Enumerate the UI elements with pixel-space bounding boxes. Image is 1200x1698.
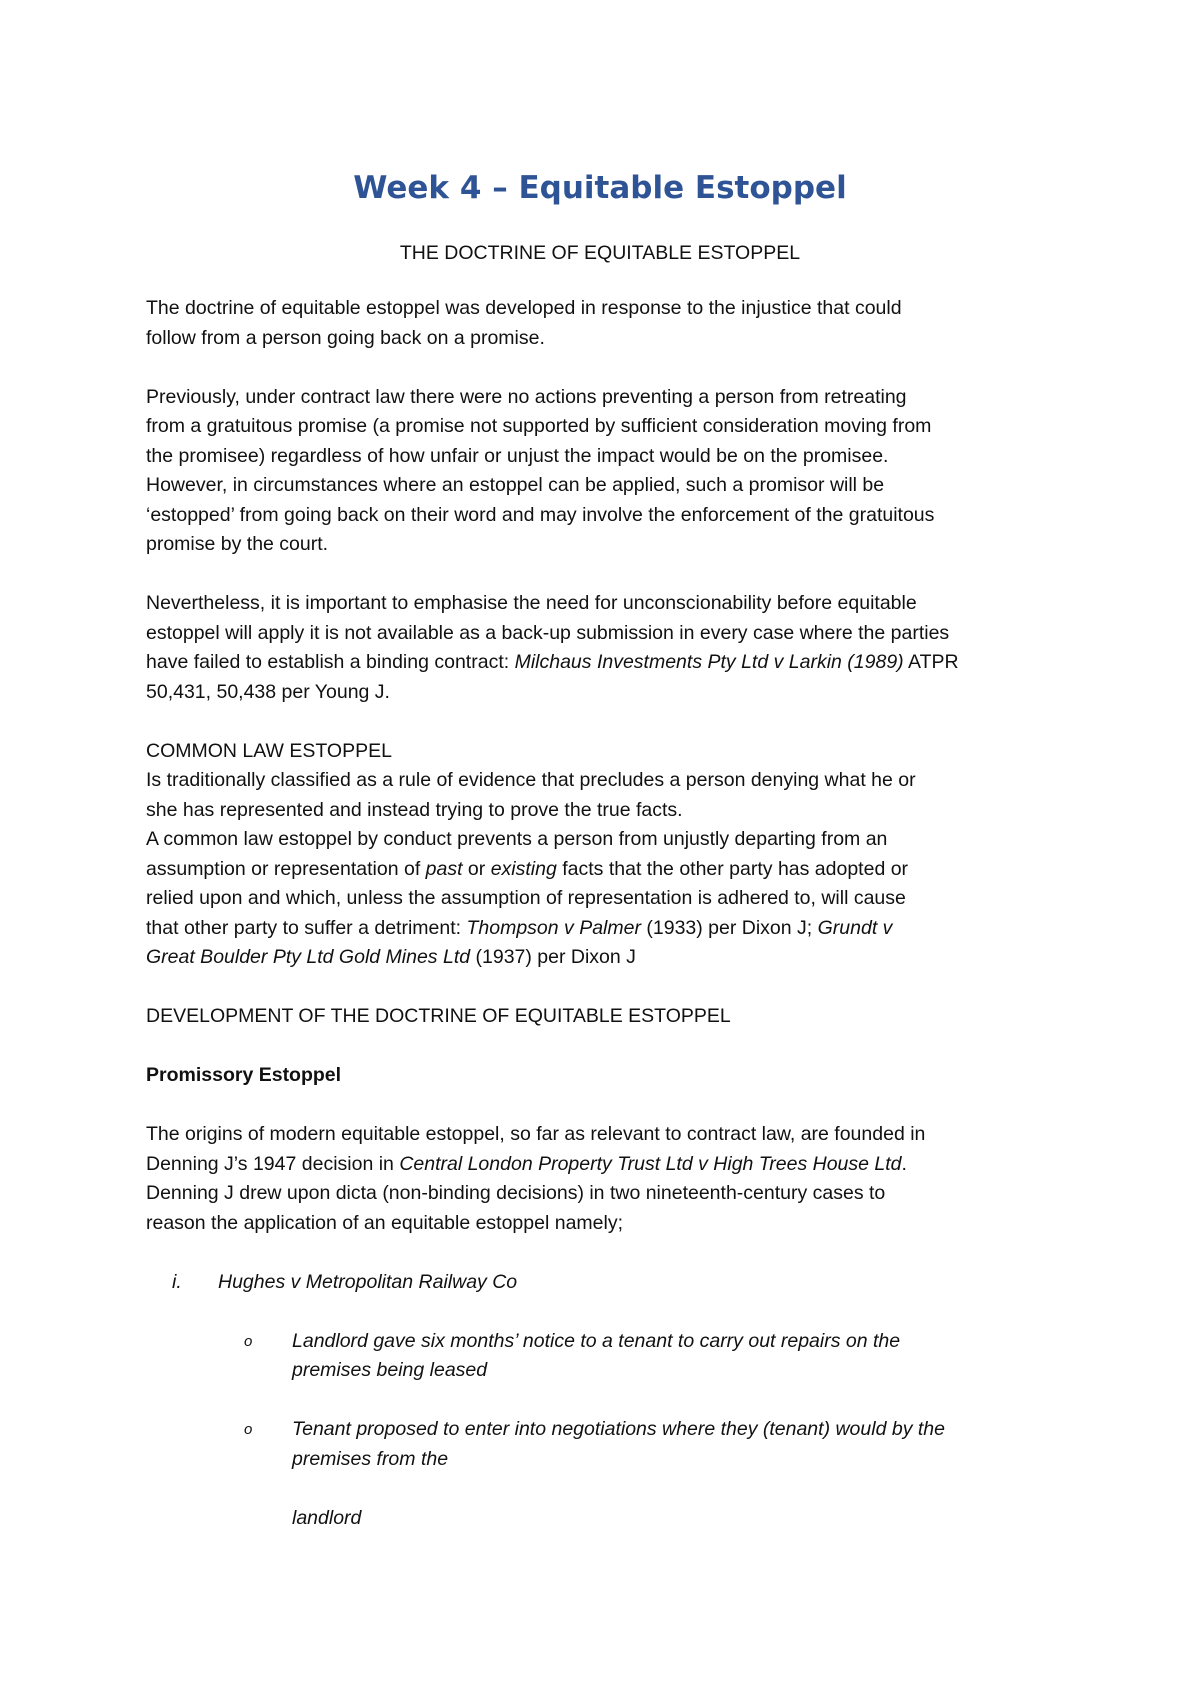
paragraph-line: 50,431, 50,438 per Young J.: [146, 680, 390, 703]
paragraph-line: estoppel will apply it is not available as a back-up submission in every case where the parties: [146, 621, 950, 644]
section-heading-common-law: COMMON LAW ESTOPPEL: [146, 739, 392, 762]
emphasis: existing: [490, 857, 557, 880]
text-run: ATPR: [903, 651, 959, 673]
bullet-continuation: premises being leased: [292, 1359, 488, 1381]
paragraph-line: Is traditionally classified as a rule of evidence that precludes a person denying what he or: [146, 769, 916, 791]
subheading-promissory-estoppel: [146, 1061, 1086, 1091]
case-citation: Great Boulder Pty Ltd Gold Mines Ltd: [146, 946, 471, 968]
paragraph-line: [146, 855, 1086, 885]
document-body: [146, 294, 1086, 1533]
paragraph-line: [146, 943, 1086, 973]
paragraph-line: The origins of modern equitable estoppel, so far as relevant to contract law, are founded in: [146, 1123, 926, 1145]
sub-bullet: [146, 1327, 1086, 1357]
paragraph-line: Previously, under contract law there were no actions preventing a person from retreating: [146, 385, 907, 408]
bullet-continuation: landlord: [292, 1506, 362, 1529]
paragraph-line: promise by the court.: [146, 533, 329, 555]
bullet-text: Landlord gave six months’ notice to a tenant to carry out repairs on the: [292, 1329, 901, 1352]
paragraph-line: [146, 648, 1086, 678]
list-numeral: i.: [172, 1270, 182, 1293]
text-run: that other party to suffer a detriment:: [146, 916, 467, 939]
case-citation: Grundt v: [817, 916, 893, 939]
circle-bullet-icon: o: [244, 1332, 253, 1350]
text-run: assumption or representation of: [146, 857, 426, 880]
list-item-text: Hughes v Metropolitan Railway Co: [218, 1270, 518, 1293]
paragraph-line: Nevertheless, it is important to emphasise the need for unconscionability before equitable: [146, 592, 917, 614]
paragraph-line: [146, 1150, 1086, 1180]
text-run: (1937) per Dixon J: [470, 946, 636, 968]
paragraph-line: reason the application of an equitable estoppel namely;: [146, 1211, 623, 1234]
paragraph-line: Denning J drew upon dicta (non-binding decisions) in two nineteenth-century cases to: [146, 1182, 886, 1204]
paragraph-line: she has represented and instead trying to prove the true facts.: [146, 798, 683, 821]
paragraph-line: follow from a person going back on a promise.: [146, 326, 545, 349]
paragraph-line: the promisee) regardless of how unfair or unjust the impact would be on the promisee.: [146, 444, 889, 467]
text-run: have failed to establish a binding contract:: [146, 651, 515, 673]
bullet-text: Tenant proposed to enter into negotiations where they (tenant) would by the: [292, 1418, 945, 1440]
circle-bullet-icon: o: [244, 1421, 253, 1438]
bold-text: Promissory Estoppel: [146, 1064, 342, 1086]
paragraph-line: The doctrine of equitable estoppel was developed in response to the injustice that could: [146, 297, 902, 319]
text-run: or: [462, 857, 491, 880]
bullet-continuation: premises from the: [292, 1447, 449, 1470]
sub-bullet: [146, 1415, 1086, 1445]
case-citation: Central London Property Trust Ltd v High Trees House Ltd: [399, 1152, 902, 1175]
text-run: Denning J’s 1947 decision in: [146, 1152, 400, 1175]
document-title: Week 4 – Equitable Estoppel: [353, 170, 847, 206]
section-heading-doctrine: THE DOCTRINE OF EQUITABLE ESTOPPEL: [399, 242, 801, 264]
section-heading-development: DEVELOPMENT OF THE DOCTRINE OF EQUITABLE ESTOPPEL: [146, 1005, 731, 1027]
paragraph-line: from a gratuitous promise (a promise not supported by sufficient consideration moving from: [146, 415, 932, 437]
paragraph-line: ‘estopped’ from going back on their word and may involve the enforcement of the gratuitous: [146, 503, 935, 526]
paragraph-line: [146, 914, 1086, 944]
case-citation: Milchaus Investments Pty Ltd v Larkin (1989): [514, 651, 904, 673]
case-citation: Thompson v Palmer: [466, 916, 641, 939]
list-item: [146, 1268, 1086, 1298]
text-run: .: [901, 1152, 907, 1175]
paragraph-line: However, in circumstances where an estoppel can be applied, such a promisor will be: [146, 474, 885, 496]
text-run: (1933) per Dixon J;: [640, 916, 818, 939]
paragraph-line: A common law estoppel by conduct prevents a person from unjustly departing from an: [146, 828, 888, 850]
paragraph-line: relied upon and which, unless the assumption of representation is adhered to, will cause: [146, 887, 906, 909]
emphasis: past: [425, 857, 463, 880]
text-run: facts that the other party has adopted or: [556, 857, 909, 880]
